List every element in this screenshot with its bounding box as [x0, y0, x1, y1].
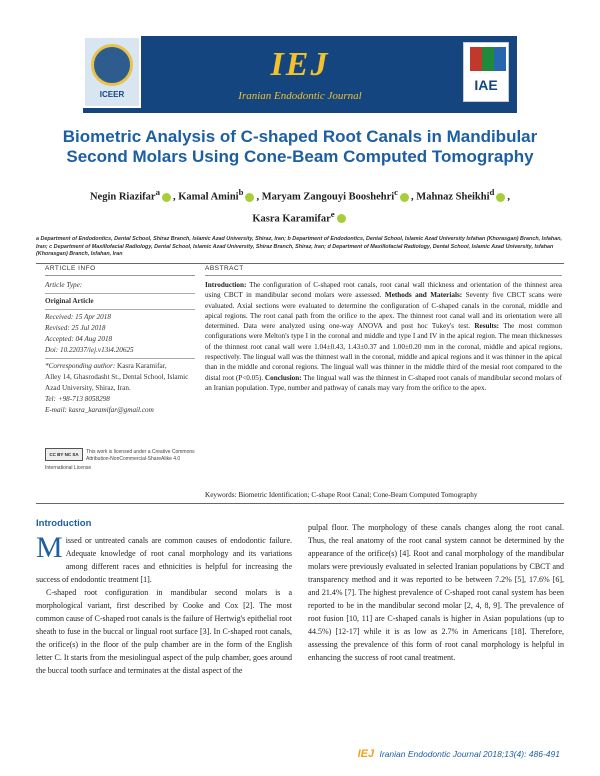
license-text: This work is licensed under a Creative Commons Attribution-NonCommercial-ShareAlike 4.0 [86, 449, 195, 462]
divider [45, 293, 195, 294]
iae-logo-text: IAE [474, 77, 498, 93]
divider [205, 275, 562, 276]
revised-date: Revised: 25 Jul 2018 [45, 324, 106, 332]
article-type-label: Article Type: [45, 281, 83, 289]
journal-name: Iranian Endodontic Journal [238, 90, 362, 102]
iceer-logo [83, 36, 141, 108]
divider [45, 309, 195, 310]
abstract-results-label: Results: [474, 322, 500, 331]
author-name[interactable]: Negin Riazifar [89, 191, 156, 203]
logo-emblem-icon [91, 44, 133, 86]
divider [36, 503, 564, 504]
abstract-methods-label: Methods and Materials: [384, 291, 463, 300]
page-footer [358, 748, 560, 760]
orcid-icon[interactable] [162, 193, 171, 202]
divider [36, 263, 564, 264]
keywords [205, 491, 562, 499]
author-list: Negin Riazifar$^a$ , Kamal Amini$^b$ , Maryam Zangouyi Booshehri$^c$ , Mahnaz Sheikhi$^d$ , Kasra Karamifar$^e$ [89, 187, 511, 224]
divider [45, 358, 195, 359]
abstract-methods-text: Seventy five CBCT scans were evaluated. Axial sections were evaluated to determine the configuration of C-shaped canals in the coronal, middle and apical regions. The root canal path from the orifice to the apex. The thinnest root canal wall and its orientation were all determined. Data were analyzed using one-way ANOVA and post hoc Tukey's test. [205, 291, 562, 331]
corresponding-address: Alley 14, Ghasrodasht St., Dental School, Islamic Azad University, Shiraz, Iran. [45, 373, 189, 392]
footer-journal-logo: IEJ [357, 748, 375, 760]
creative-commons-badge-icon[interactable] [45, 448, 83, 461]
article-type-value: Original Article [45, 297, 94, 305]
corresponding-label: *Corresponding author: [45, 362, 116, 370]
orcid-icon[interactable] [496, 193, 505, 202]
footer-citation: Iranian Endodontic Journal 2018;13(4): 486-491 [379, 749, 560, 759]
corresponding-name: Kasra Karamifar, [117, 362, 167, 370]
email[interactable]: E-mail: kasra_karamifar@gmail.com [45, 406, 154, 414]
accepted-date: Accepted: 04 Aug 2018 [45, 335, 113, 343]
iceer-logo-text: ICEER [99, 90, 125, 99]
abstract-body [205, 280, 562, 393]
author-name[interactable]: Mahnaz Sheikhi [416, 191, 490, 203]
author-affiliation-mark: c [394, 187, 399, 197]
intro-paragraph-1-text: issed or untreated canals are common causes of endodontic failure. Adequate knowledge of root canal morphology and its variations among different races and ethnicities is helpful for increasing the success of endodontic treatment [1]. [36, 536, 292, 584]
keywords-label: Keywords: [205, 491, 237, 499]
article-info-heading: ARTICLE INFO [45, 265, 96, 272]
divider [45, 275, 195, 276]
affiliations: a Department of Endodontics, Dental School, Shiraz Branch, Islamic Azad University, Shiraz, Iran; b Department of Endodontics, Dental School, Islamic Azad University Isfahan (Khorasgan) Branch, Isfahan, Iran; c Department of Maxillofacial Radiology, Dental School, Islamic Azad University, Shiraz Branch, Shiraz, Iran; d Department of Maxillofacial Radiology, Dental School, Islamic Azad University, Isfahan (Khorasgan) Branch, Isfahan, Iran [36, 236, 562, 257]
iae-logo [463, 42, 509, 102]
author-name[interactable]: Kasra Karamifar [252, 213, 331, 224]
author-name[interactable]: Maryam Zangouyi Booshehri [261, 191, 395, 203]
telephone: Tel: +98-713 8058298 [45, 395, 110, 403]
author-affiliation-mark: b [238, 187, 244, 197]
orcid-icon[interactable] [245, 193, 254, 202]
author-name[interactable]: Kamal Amini [178, 191, 239, 203]
logo-bar-green-icon [482, 47, 494, 71]
orcid-icon[interactable] [337, 214, 346, 223]
author-affiliation-mark: a [155, 187, 160, 197]
intro-paragraph-3: pulpal floor. The morphology of these canals changes along the root canal. Thus, the real anatomy of the root canal system cannot be determined by the appearance of the orifice(s) [4]. Root and canal morphology of the mandibular molars were previously evaluated in selected Iranian populations by CBCT and transparency method and it was reported to be between 7.2% [5], 17.6% [6], and 21.4% [7]. The highest prevalence of C-shaped root canal system has been reported to be in the mandibular second molar [2, 4, 8, 9]. The prevalence of root fusion [10, 11] are C-shaped canals is higher in Asian populations (up to 44.5%) [12-17] while it is as low as 2.7% in Americans [18]. Therefore, assessing the prevalence of this form of root canal morphology is helpful in enhancing the success of root canal treatment. [308, 523, 564, 662]
received-date: Received: 15 Apr 2018 [45, 313, 111, 321]
license-text-2[interactable]: International License [45, 465, 92, 471]
logo-bar-red-icon [470, 47, 482, 71]
article-info-panel [45, 280, 195, 416]
keywords-text: Biometric Identification; C-shape Root Canal; Cone-Beam Computed Tomography [238, 491, 478, 499]
article-title: Biometric Analysis of C-shaped Root Canals in Mandibular Second Molars Using Cone-Beam Computed Tomography [62, 127, 538, 166]
abstract-results-text: The most common configurations were Melton's type I in the coronal and middle and type I and IV in the apical region. The mean thicknesses of the thinnest root canal wall were 1.04±0.43, 1.43±0.37 and 1.00±0.20 mm in the coronal, middle and apical regions, respectively. The lingual wall was the thinnest wall in the coronal, middle and apical regions and it was thinner in the apical than in the middle and coronal regions. The lingual wall was thinner in the middle third of the mesial root compared to the distal root (P<0.05). [205, 322, 563, 382]
intro-paragraph-2: C-shaped root configuration in mandibular second molars is a morphological variant, first described by Cooke and Cox [2]. The most common cause of C-shaped root canals is the failure of Hertwig's epithelial root sheath to fuse in the buccal or lingual root surface [3]. In C-shaped root canals, the orifice(s) in the floor of the pulp chamber are in the form of the English letter C. It starts from the mesiolingual aspect of the pulp chamber, goes around the buccal tooth surface and terminates at the distal aspect of the [36, 588, 292, 675]
journal-logo-text: IEJ [270, 46, 330, 83]
orcid-icon[interactable] [400, 193, 409, 202]
intro-paragraph-1 [36, 531, 292, 586]
abstract-conclusion-label: Conclusion: [264, 373, 302, 382]
logo-bar-blue-icon [494, 47, 506, 71]
abstract-conclusion-text: The lingual wall was the thinnest in C-shaped root canals of mandibular second molars of an Iranian population. Type, number and pathway of canals may vary from the orifice to the apex. [205, 373, 562, 392]
author-affiliation-mark: d [489, 187, 495, 197]
introduction-heading: Introduction [36, 518, 92, 529]
body-column-left [36, 531, 292, 677]
author-affiliation-mark: e [330, 208, 335, 219]
abstract-heading: ABSTRACT [205, 265, 244, 272]
body-column-right [308, 521, 564, 664]
abstract-intro-label: Introduction: [205, 281, 247, 289]
drop-cap: M [36, 531, 63, 564]
doi[interactable]: Doi: 10.22037/iej.v13i4.20625 [45, 346, 134, 354]
abstract-intro-text: The configuration of C-shaped root canals, root canal wall thickness and orientation of the thinnest area using CBCT in mandibular second molars were assessed. [205, 281, 562, 300]
license-badge-text: CC BY NC SA [49, 452, 79, 457]
